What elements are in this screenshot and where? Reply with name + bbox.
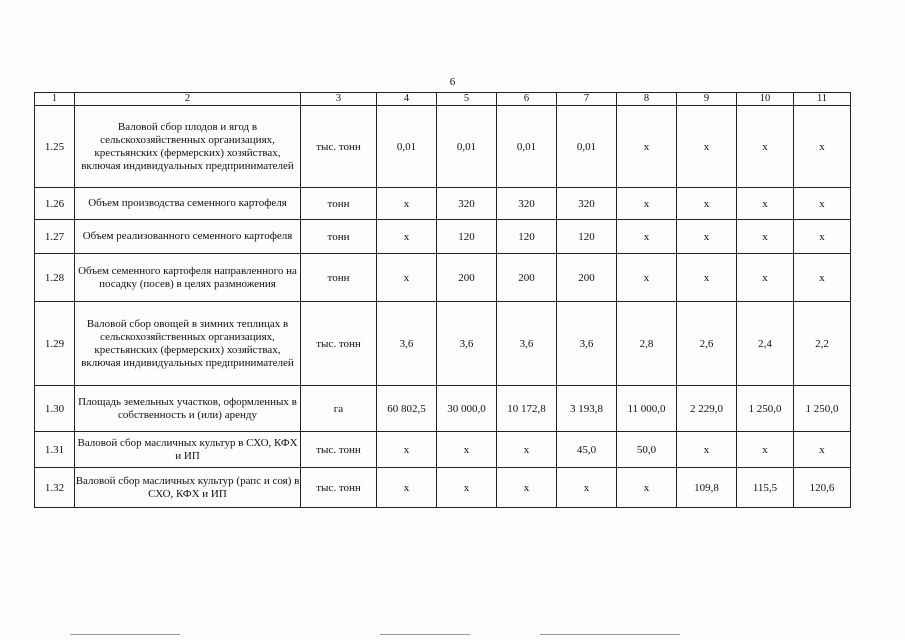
indicator-name: Валовой сбор овощей в зимних теплицах в сельскохозяйственных организациях, крестьянских (фермерских) хозяйствах, включая индивидуальных предпринимателей: [75, 302, 301, 386]
value-cell: 10 172,8: [497, 386, 557, 432]
value-cell: х: [677, 106, 737, 188]
indicator-name: Объем реализованного семенного картофеля: [75, 220, 301, 254]
value-cell: 200: [557, 254, 617, 302]
value-cell: х: [794, 220, 851, 254]
table-row: [35, 188, 851, 220]
value-cell: х: [377, 468, 437, 508]
header-cell: 7: [557, 93, 617, 106]
value-cell: 109,8: [677, 468, 737, 508]
value-cell: 60 802,5: [377, 386, 437, 432]
value-cell: 200: [437, 254, 497, 302]
page-number: 6: [449, 76, 456, 88]
unit-cell: тыс. тонн: [301, 302, 377, 386]
unit-cell: тонн: [301, 254, 377, 302]
value-cell: 2,6: [677, 302, 737, 386]
value-cell: х: [794, 254, 851, 302]
table-row: [35, 468, 851, 508]
value-cell: 30 000,0: [437, 386, 497, 432]
row-number: 1.30: [35, 386, 75, 432]
row-number: 1.26: [35, 188, 75, 220]
value-cell: х: [437, 468, 497, 508]
indicator-name: Валовой сбор масличных культур в СХО, КФХ и ИП: [75, 432, 301, 468]
scan-artifact: [540, 634, 680, 635]
scan-artifact: [70, 634, 180, 635]
value-cell: 3,6: [557, 302, 617, 386]
value-cell: х: [737, 106, 794, 188]
header-row: [35, 93, 851, 106]
table-row: [35, 432, 851, 468]
row-number: 1.25: [35, 106, 75, 188]
value-cell: 50,0: [617, 432, 677, 468]
value-cell: х: [677, 254, 737, 302]
value-cell: х: [737, 188, 794, 220]
row-number: 1.32: [35, 468, 75, 508]
value-cell: 0,01: [377, 106, 437, 188]
scan-artifact: [380, 634, 470, 635]
indicator-name: Валовой сбор плодов и ягод в сельскохозяйственных организациях, крестьянских (фермерских) хозяйствах, включая индивидуальных предпринимателей: [75, 106, 301, 188]
value-cell: 2,8: [617, 302, 677, 386]
unit-cell: тонн: [301, 188, 377, 220]
value-cell: х: [497, 432, 557, 468]
value-cell: х: [794, 432, 851, 468]
unit-cell: га: [301, 386, 377, 432]
unit-cell: тыс. тонн: [301, 468, 377, 508]
value-cell: х: [377, 220, 437, 254]
unit-cell: тыс. тонн: [301, 432, 377, 468]
value-cell: х: [737, 254, 794, 302]
value-cell: 120: [437, 220, 497, 254]
indicator-name: Объем производства семенного картофеля: [75, 188, 301, 220]
value-cell: х: [677, 432, 737, 468]
value-cell: х: [677, 188, 737, 220]
value-cell: х: [617, 188, 677, 220]
unit-cell: тыс. тонн: [301, 106, 377, 188]
value-cell: х: [737, 432, 794, 468]
value-cell: 120,6: [794, 468, 851, 508]
value-cell: 3 193,8: [557, 386, 617, 432]
value-cell: 115,5: [737, 468, 794, 508]
header-cell: 5: [437, 93, 497, 106]
header-cell: 2: [75, 93, 301, 106]
value-cell: х: [617, 468, 677, 508]
value-cell: 11 000,0: [617, 386, 677, 432]
value-cell: х: [617, 106, 677, 188]
header-cell: 1: [35, 93, 75, 106]
table-row: [35, 254, 851, 302]
value-cell: х: [557, 468, 617, 508]
table-row: [35, 386, 851, 432]
value-cell: 200: [497, 254, 557, 302]
header-cell: 3: [301, 93, 377, 106]
value-cell: х: [437, 432, 497, 468]
value-cell: 2 229,0: [677, 386, 737, 432]
value-cell: х: [377, 254, 437, 302]
value-cell: 2,2: [794, 302, 851, 386]
value-cell: 0,01: [497, 106, 557, 188]
value-cell: х: [737, 220, 794, 254]
value-cell: х: [677, 220, 737, 254]
value-cell: 1 250,0: [737, 386, 794, 432]
row-number: 1.31: [35, 432, 75, 468]
indicator-name: Объем семенного картофеля направленного на посадку (посев) в целях размножения: [75, 254, 301, 302]
table-row: [35, 220, 851, 254]
value-cell: 320: [437, 188, 497, 220]
header-cell: 9: [677, 93, 737, 106]
value-cell: 320: [497, 188, 557, 220]
value-cell: 120: [497, 220, 557, 254]
indicator-name: Валовой сбор масличных культур (рапс и соя) в СХО, КФХ и ИП: [75, 468, 301, 508]
value-cell: х: [617, 254, 677, 302]
value-cell: 1 250,0: [794, 386, 851, 432]
row-number: 1.27: [35, 220, 75, 254]
value-cell: х: [497, 468, 557, 508]
row-number: 1.28: [35, 254, 75, 302]
value-cell: 0,01: [437, 106, 497, 188]
header-cell: 11: [794, 93, 851, 106]
value-cell: 2,4: [737, 302, 794, 386]
table-row: [35, 106, 851, 188]
unit-cell: тонн: [301, 220, 377, 254]
value-cell: х: [377, 432, 437, 468]
value-cell: 3,6: [377, 302, 437, 386]
value-cell: 3,6: [497, 302, 557, 386]
value-cell: 120: [557, 220, 617, 254]
header-cell: 8: [617, 93, 677, 106]
indicators-table: [34, 92, 851, 508]
value-cell: х: [794, 188, 851, 220]
indicator-name: Площадь земельных участков, оформленных в собственность и (или) аренду: [75, 386, 301, 432]
value-cell: х: [377, 188, 437, 220]
value-cell: х: [794, 106, 851, 188]
value-cell: 0,01: [557, 106, 617, 188]
table-row: [35, 302, 851, 386]
header-cell: 4: [377, 93, 437, 106]
value-cell: 45,0: [557, 432, 617, 468]
value-cell: х: [617, 220, 677, 254]
row-number: 1.29: [35, 302, 75, 386]
header-cell: 10: [737, 93, 794, 106]
header-cell: 6: [497, 93, 557, 106]
value-cell: 320: [557, 188, 617, 220]
value-cell: 3,6: [437, 302, 497, 386]
